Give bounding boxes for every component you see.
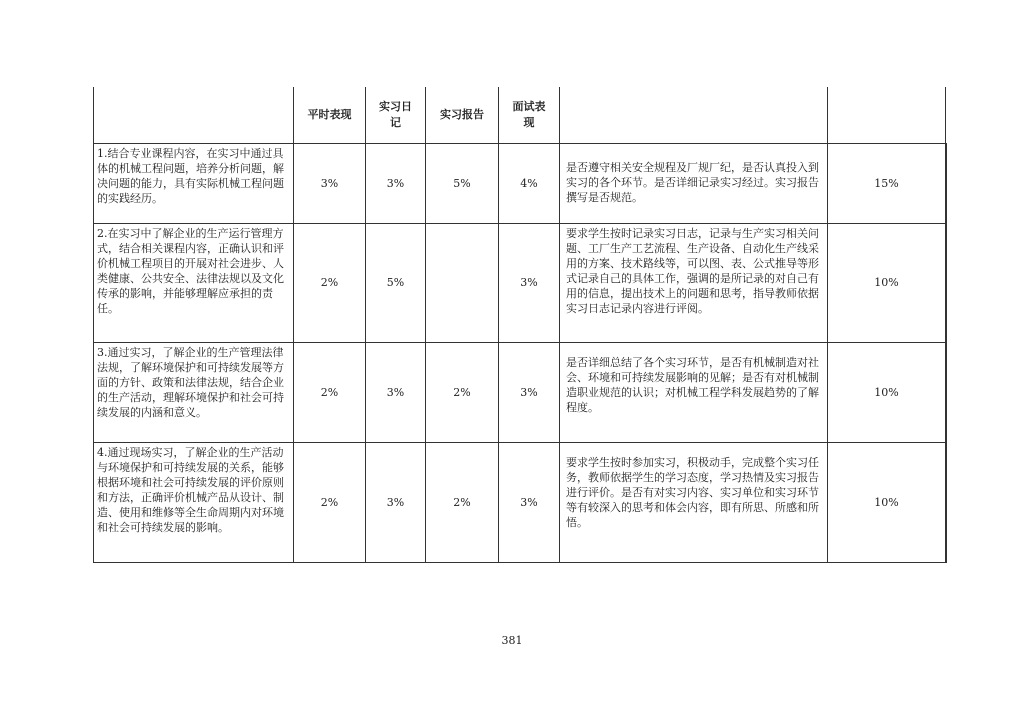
weight-cell: 10%	[828, 223, 946, 342]
header-cell-report	[426, 87, 499, 143]
extra-cell	[946, 223, 947, 342]
interview-score-cell: 3%	[499, 442, 560, 562]
header-cell-interview	[499, 87, 560, 143]
table-row	[94, 342, 947, 442]
daily-score-cell: 2%	[294, 223, 366, 342]
diary-score-cell: 3%	[366, 442, 426, 562]
criteria-cell: 要求学生按时参加实习，积极动手，完成整个实习任务，教师依据学生的学习态度，学习热情及实习报告进行评价。是否有对实习内容、实习单位和实习环节等有较深入的思考和体会内容，即有所思、所感和所悟。	[560, 442, 828, 562]
assessment-table	[93, 87, 947, 563]
table-row	[94, 143, 947, 223]
header-cell-criteria	[560, 87, 828, 143]
header-label-interview-line2: 现	[523, 115, 535, 129]
report-score-cell: 2%	[426, 442, 499, 562]
extra-cell	[946, 143, 947, 223]
header-label-report: 实习报告	[440, 107, 484, 121]
interview-score-cell: 4%	[499, 143, 560, 223]
diary-score-cell: 5%	[366, 223, 426, 342]
header-label-daily: 平时表现	[307, 107, 352, 121]
objective-cell: 1.结合专业课程内容，在实习中通过具体的机械工程问题，培养分析问题，解决问题的能力，具有实际机械工程问题的实践经历。	[94, 143, 294, 223]
objective-cell: 2.在实习中了解企业的生产运行管理方式，结合相关课程内容，正确认识和评价机械工程项目的开展对社会进步、人类健康、公共安全、法律法规以及文化传承的影响，并能够理解应承担的责任。	[94, 223, 294, 342]
interview-score-cell: 3%	[499, 342, 560, 442]
table-row	[94, 442, 947, 562]
daily-score-cell: 2%	[294, 442, 366, 562]
diary-score-cell: 3%	[366, 342, 426, 442]
header-cell-objective	[94, 87, 294, 143]
header-label-diary-line2: 记	[390, 115, 401, 129]
extra-cell	[946, 442, 947, 562]
header-label-interview-line1: 面试表	[512, 99, 546, 113]
daily-score-cell: 2%	[294, 342, 366, 442]
objective-cell: 3.通过实习，了解企业的生产管理法律法规，了解环境保护和可持续发展等方面的方针、政策和法律法规，结合企业的生产活动，理解环境保护和社会可持续发展的内涵和意义。	[94, 342, 294, 442]
criteria-cell: 是否遵守相关安全规程及厂规厂纪，是否认真投入到实习的各个环节。是否详细记录实习经过。实习报告撰写是否规范。	[560, 143, 828, 223]
weight-cell: 15%	[828, 143, 946, 223]
report-score-cell: 2%	[426, 342, 499, 442]
header-cell-extra	[946, 87, 947, 143]
table-header-row	[94, 87, 947, 143]
report-score-cell: 5%	[426, 143, 499, 223]
report-score-cell	[426, 223, 499, 342]
extra-cell	[946, 342, 947, 442]
page-number: 381	[501, 634, 523, 647]
daily-score-cell: 3%	[294, 143, 366, 223]
criteria-cell: 是否详细总结了各个实习环节，是否有机械制造对社会、环境和可持续发展影响的见解；是否有对机械制造职业规范的认识；对机械工程学科发展趋势的了解程度。	[560, 342, 828, 442]
header-cell-daily	[294, 87, 366, 143]
header-cell-weight	[828, 87, 946, 143]
header-label-diary-line1: 实习日	[379, 99, 412, 113]
criteria-cell: 要求学生按时记录实习日志，记录与生产实习相关问题、工厂生产工艺流程、生产设备、自动化生产线采用的方案、技术路线等，可以图、表、公式推导等形式记录自己的具体工作，强调的是所记录的对自己有用的信息，提出技术上的问题和思考，指导教师依据实习日志记录内容进行评阅。	[560, 223, 828, 342]
diary-score-cell: 3%	[366, 143, 426, 223]
table-row	[94, 223, 947, 342]
weight-cell: 10%	[828, 342, 946, 442]
header-cell-diary	[366, 87, 426, 143]
objective-cell: 4.通过现场实习，了解企业的生产活动与环境保护和可持续发展的关系，能够根据环境和社会可持续发展的评价原则和方法，正确评价机械产品从设计、制造、使用和维修等全生命周期内对环境和社会可持续发展的影响。	[94, 442, 294, 562]
interview-score-cell: 3%	[499, 223, 560, 342]
weight-cell: 10%	[828, 442, 946, 562]
